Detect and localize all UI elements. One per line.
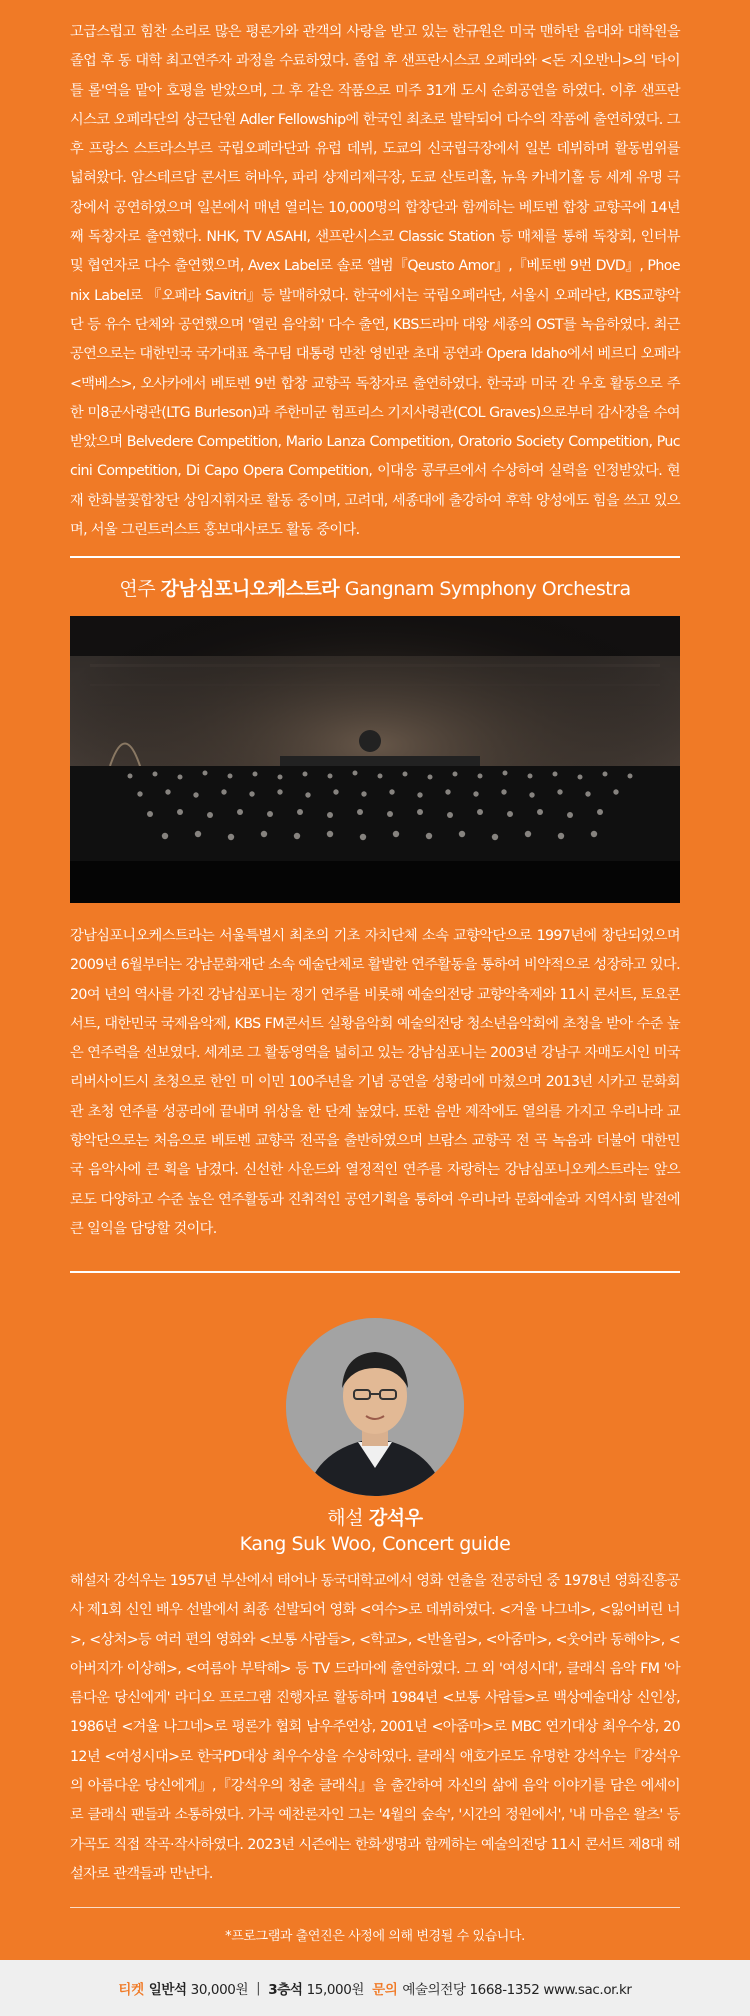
soloist-section — [70, 18, 680, 545]
guide-bio: 해설자 강석우는 1957년 부산에서 태어나 동국대학교에서 영화 연출을 전공하던 중 1978년 영화진흥공사 제1회 신인 배우 선발에서 최종 선발되어 영화 <여수>로 데뷔하였다. <겨울 나그네>, <잃어버린 너>, <상처>등 여러 편의 영화와 <보통 사람들>, <학교>, <반올림>, <아줌마>, <웃어라 동해야>, <아버지가 이상해>, <여름아 부탁해> 등 TV 드라마에 출연하였다. 그 외 '여성시대', 클래식 음악 FM '아름다운 당신에게' 라디오 프로그램 진행자로 활동하며 1984년 <보통 사람들>로 백상예술대상 신인상, 1986년 <겨울 나그네>로 평론가 협회 남우주연상, 2001년 <아줌마>로 MBC 연기대상 최우수상, 2012년 <여성시대>로 한국PD대상 최우수상을 수상하였다. 클래식 애호가로도 유명한 강석우는『강석우의 아름다운 당신에게』,『강석우의 청춘 클래식』을 출간하여 자신의 삶에 음악 이야기를 담은 에세이로 클래식 팬들과 소통하였다. 가곡 예찬론자인 그는 '4월의 숲속', '시간의 정원에서', '내 마음은 왈츠' 등 가곡도 직접 작곡·작사하였다. 2023년 시즌에는 한화생명과 함께하는 예술의전당 11시 콘서트 제8대 해설자로 관객들과 만난다. — [70, 1573, 680, 1882]
orchestra-name-en: Gangnam Symphony Orchestra — [344, 578, 631, 600]
inquiry-label: 문의 — [372, 1982, 398, 1998]
guide-role: 해설 — [327, 1507, 364, 1529]
seat1-label: 일반석 — [148, 1982, 187, 1998]
divider — [70, 556, 680, 558]
guide-name-ko: 강석우 — [368, 1507, 423, 1529]
divider — [70, 1907, 680, 1908]
seat1-price: 30,000원 — [190, 1982, 249, 1998]
inquiry-value: 예술의전당 1668-1352 www.sac.or.kr — [402, 1982, 632, 1998]
ticket-label: 티켓 — [118, 1982, 144, 1998]
orchestra-bio: 강남심포니오케스트라는 서울특별시 최초의 기초 자치단체 소속 교향악단으로 1997년에 창단되었으며 2009년 6월부터는 강남문화재단 소속 예술단체로 활발한 연주활동을 통하여 비약적으로 성장하고 있다. 20여 년의 역사를 가진 강남심포니는 정기 연주를 비롯해 예술의전당 교향악축제와 11시 콘서트, 토요콘서트, 대한민국 국제음악제, KBS FM콘서트 실황음악회 예술의전당 청소년음악회에 초청을 받아 수준 높은 연주력을 선보였다. 세계로 그 활동영역을 넓히고 있는 강남심포니는 2003년 강남구 자매도시인 미국 리버사이드시 초청으로 한인 미 이민 100주년을 기념 공연을 성황리에 마쳤으며 2013년 시카고 문화회관 초청 연주를 성공리에 끝내며 위상을 한 단계 높였다. 또한 음반 제작에도 열의를 가지고 우리나라 교향악단으로는 처음으로 베토벤 교향곡 전곡을 출반하였으며 브람스 교향곡 전 곡 녹음과 더불어 대한민국 음악사에 큰 획을 남겼다. 신선한 사운드와 열정적인 연주를 자랑하는 강남심포니오케스트라는 앞으로도 다양하고 수준 높은 연주활동과 진취적인 공연기획을 통하여 우리나라 문화예술과 지역사회 발전에 큰 일익을 담당할 것이다. — [70, 928, 680, 1237]
notice-text: *프로그램과 출연진은 사정에 의해 변경될 수 있습니다. — [225, 1929, 525, 1944]
divider — [70, 1271, 680, 1273]
guide-title — [70, 1505, 680, 1557]
guide-portrait — [286, 1318, 464, 1496]
seat2-label: 3층석 — [268, 1982, 303, 1998]
guide-section — [70, 1567, 680, 1889]
separator: | — [256, 1980, 261, 1996]
ticket-footer — [0, 1960, 750, 2016]
guide-name-en: Kang Suk Woo, Concert guide — [239, 1533, 511, 1555]
orchestra-photo — [70, 616, 680, 903]
seat2-price: 15,000원 — [306, 1982, 365, 1998]
orchestra-title — [70, 574, 680, 601]
orchestra-role: 연주 — [119, 578, 156, 600]
orchestra-section — [70, 922, 680, 1244]
orchestra-name-ko: 강남심포니오케스트라 — [160, 578, 340, 600]
soloist-bio: 고급스럽고 힘찬 소리로 많은 평론가와 관객의 사랑을 받고 있는 한규원은 미국 맨하탄 음대와 대학원을 졸업 후 동 대학 최고연주자 과정을 수료하였다. 졸업 후 샌프란시스코 오페라와 <돈 지오반니>의 '타이틀 롤'역을 맡아 호평을 받았으며, 그 후 같은 작품으로 미주 31개 도시 순회공연을 하였다. 이후 샌프란시스코 오페라단의 상근단원 Adler Fellowship에 한국인 최초로 발탁되어 다수의 작품에 출연하였다. 그 후 프랑스 스트라스부르 국립오페라단과 유럽 데뷔, 도쿄의 신국립극장에서 일본 데뷔하며 활동범위를 넓혀왔다. 암스테르담 콘서트 허바우, 파리 샹제리제극장, 도쿄 산토리홀, 뉴욕 카네기홀 등 세계 유명 극장에서 공연하였으며 일본에서 매년 열리는 10,000명의 합창단과 함께하는 베토벤 합창 교향곡에 14년째 독창자로 출연했다. NHK, TV ASAHI, 샌프란시스코 Classic Station 등 매체를 통해 독창회, 인터뷰 및 협연자로 다수 출연했으며, Avex Label로 솔로 앨범『Qeusto Amor』,『베토벤 9번 DVD』, Phoenix Label로 『오페라 Savitri』등 발매하였다. 한국에서는 국립오페라단, 서울시 오페라단, KBS교향악단 등 유수 단체와 공연했으며 '열린 음악회' 다수 출연, KBS드라마 대왕 세종의 OST를 녹음하였다. 최근 공연으로는 대한민국 국가대표 축구팀 대통령 만찬 영빈관 초대 공연과 Opera Idaho에서 베르디 오페라 <맥베스>, 오사카에서 베토벤 9번 합창 교향곡 독창자로 출연하였다. 한국과 미국 간 우호 활동으로 주한 미8군사령관(LTG Burleson)과 주한미군 험프리스 기지사령관(COL Graves)으로부터 감사장을 수여받았으며 Belvedere Competition, Mario Lanza Competition, Oratorio Society Competition, Puccini Competition, Di Capo Opera Competition, 이대웅 콩쿠르에서 수상하여 실력을 인정받았다. 현재 한화불꽃합창단 상임지휘자로 활동 중이며, 고려대, 세종대에 출강하여 후학 양성에도 힘을 쓰고 있으며, 서울 그린트러스트 홍보대사로도 활동 중이다. — [70, 24, 680, 539]
